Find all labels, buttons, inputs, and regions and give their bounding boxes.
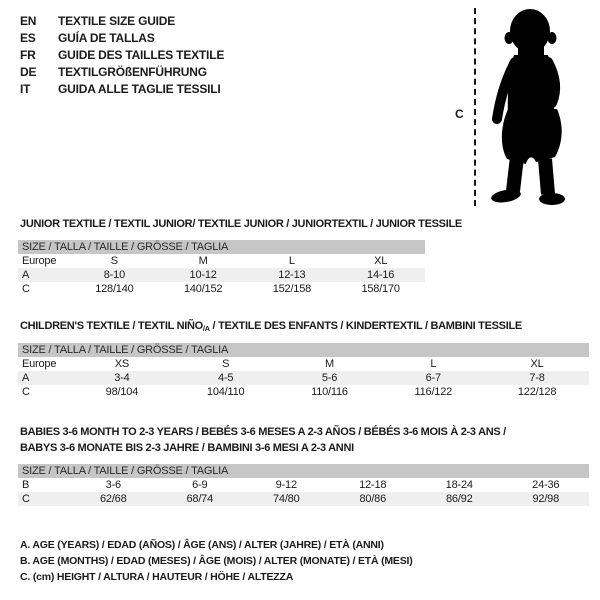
table-title-text: BABIES 3-6 MONTH TO 2-3 YEARS / BEBÉS 3-6 MESES A 2-3 AÑOS / BÉBÉS 3-6 MOIS À 2-3 ANS / [20, 426, 506, 438]
table-cell: XL [374, 255, 388, 267]
row-label: Europe [22, 255, 57, 267]
table-title-subscript: /A [202, 324, 210, 333]
table-cell: 14-16 [367, 269, 395, 281]
table-cell: 122/128 [517, 386, 557, 398]
table-cell: 98/104 [105, 386, 139, 398]
language-code: DE [20, 65, 37, 79]
table-cell: 110/116 [311, 386, 348, 398]
language-row [20, 30, 224, 47]
size-header-row: SIZE / TALLA / TAILLE / GRÖSSE / TAGLIA [18, 240, 425, 254]
table-cell: 104/110 [206, 386, 245, 398]
table-cell: 128/140 [95, 283, 134, 295]
table-cell: 74/80 [272, 493, 300, 505]
table-cell: 80/86 [359, 493, 387, 505]
babies-table-title [20, 424, 580, 456]
table-title-text: / TEXTILE DES ENFANTS / KINDERTEXTIL / BAMBINI TESSILE [209, 320, 522, 332]
table-cell: XS [114, 358, 130, 370]
table-cell: 116/122 [414, 386, 453, 398]
row-label: A [22, 372, 30, 384]
row-label: C [22, 493, 30, 505]
language-row [20, 13, 224, 30]
junior-table-title [20, 216, 462, 232]
note-line: A. AGE (YEARS) / EDAD (AÑOS) / ÂGE (ANS) / ALTER (JAHRE) / ETÀ (ANNI) [20, 539, 384, 551]
table-cell: 3-6 [105, 479, 121, 491]
table-cell: L [288, 255, 295, 267]
table-title-line [20, 318, 522, 337]
language-title: GUÍA DE TALLAS [58, 31, 155, 45]
table-row [18, 385, 589, 399]
row-label: C [22, 283, 30, 295]
row-label: B [22, 479, 30, 491]
baby-silhouette-icon [483, 5, 583, 206]
table-cell: 92/98 [532, 493, 560, 505]
table-cell: 10-12 [189, 269, 217, 281]
table-cell: 7-8 [529, 372, 545, 384]
table-cell: 4-5 [218, 372, 234, 384]
table-cell: M [325, 358, 334, 370]
note-line: C. (cm) HEIGHT / ALTURA / HAUTEUR / HÖHE / ALTEZZA [20, 571, 294, 583]
table-cell: 3-4 [114, 372, 130, 384]
table-cell: 9-12 [275, 479, 297, 491]
table-title-line [20, 424, 580, 440]
language-title: TEXTILGRÖßENFÜHRUNG [58, 65, 207, 79]
junior-size-table [18, 240, 425, 296]
table-cell: 86/92 [445, 493, 473, 505]
table-row [18, 254, 425, 268]
table-cell: 5-6 [321, 372, 338, 384]
table-cell: 18-24 [445, 479, 473, 491]
table-row [18, 282, 425, 296]
language-title: GUIDE DES TAILLES TEXTILE [58, 48, 225, 62]
table-row [18, 371, 589, 385]
language-list [20, 13, 224, 98]
height-dashed-line [474, 8, 476, 206]
table-title-text: CHILDREN'S TEXTILE / TEXTIL NIÑO [20, 320, 203, 332]
table-cell: 6-7 [425, 372, 441, 384]
language-code: IT [20, 82, 31, 96]
table-cell: 68/74 [186, 493, 214, 505]
size-header-row: SIZE / TALLA / TAILLE / GRÖSSE / TAGLIA [18, 464, 589, 478]
note-line: B. AGE (MONTHS) / EDAD (MESES) / ÂGE (MOIS) / ALTER (MONATE) / ETÀ (MESI) [20, 555, 413, 567]
table-row [18, 357, 589, 371]
table-cell: XL [530, 358, 544, 370]
footnotes [20, 537, 413, 585]
table-cell: 8-10 [103, 269, 125, 281]
babies-size-table [18, 464, 589, 506]
language-row [20, 81, 224, 98]
table-cell: S [222, 358, 230, 370]
language-row [20, 64, 224, 81]
table-cell: S [110, 255, 118, 267]
table-cell: M [198, 255, 208, 267]
table-row [18, 268, 425, 282]
children-size-table [18, 343, 589, 399]
table-cell: 62/68 [99, 493, 127, 505]
size-header-row: SIZE / TALLA / TAILLE / GRÖSSE / TAGLIA [18, 343, 589, 357]
table-title-text: BABYS 3-6 MONATE BIS 2-3 JAHRE / BAMBINI 3-6 MESI A 2-3 ANNI [20, 442, 354, 454]
table-cell: L [430, 358, 437, 370]
table-title-line [20, 440, 580, 456]
children-table-title [20, 318, 522, 337]
table-cell: 152/158 [272, 283, 312, 295]
row-label: C [22, 386, 30, 398]
table-row [18, 492, 589, 506]
table-title-line [20, 216, 462, 232]
language-code: ES [20, 31, 36, 45]
table-cell: 140/152 [183, 283, 223, 295]
row-label: Europe [22, 358, 57, 370]
height-label-c: C [455, 107, 464, 121]
language-title: TEXTILE SIZE GUIDE [58, 14, 176, 28]
table-title-text: JUNIOR TEXTILE / TEXTIL JUNIOR/ TEXTILE JUNIOR / JUNIORTEXTIL / JUNIOR TESSILE [20, 218, 462, 230]
language-code: EN [20, 14, 37, 28]
table-cell: 12-13 [278, 269, 306, 281]
row-label: A [22, 269, 30, 281]
table-cell: 12-18 [359, 479, 387, 491]
language-code: FR [20, 48, 36, 62]
language-title: GUIDA ALLE TAGLIE TESSILI [58, 82, 221, 96]
language-row [20, 47, 224, 64]
table-cell: 158/170 [361, 283, 400, 295]
table-row [18, 478, 589, 492]
table-cell: 24-36 [532, 479, 560, 491]
table-cell: 6-9 [192, 479, 208, 491]
